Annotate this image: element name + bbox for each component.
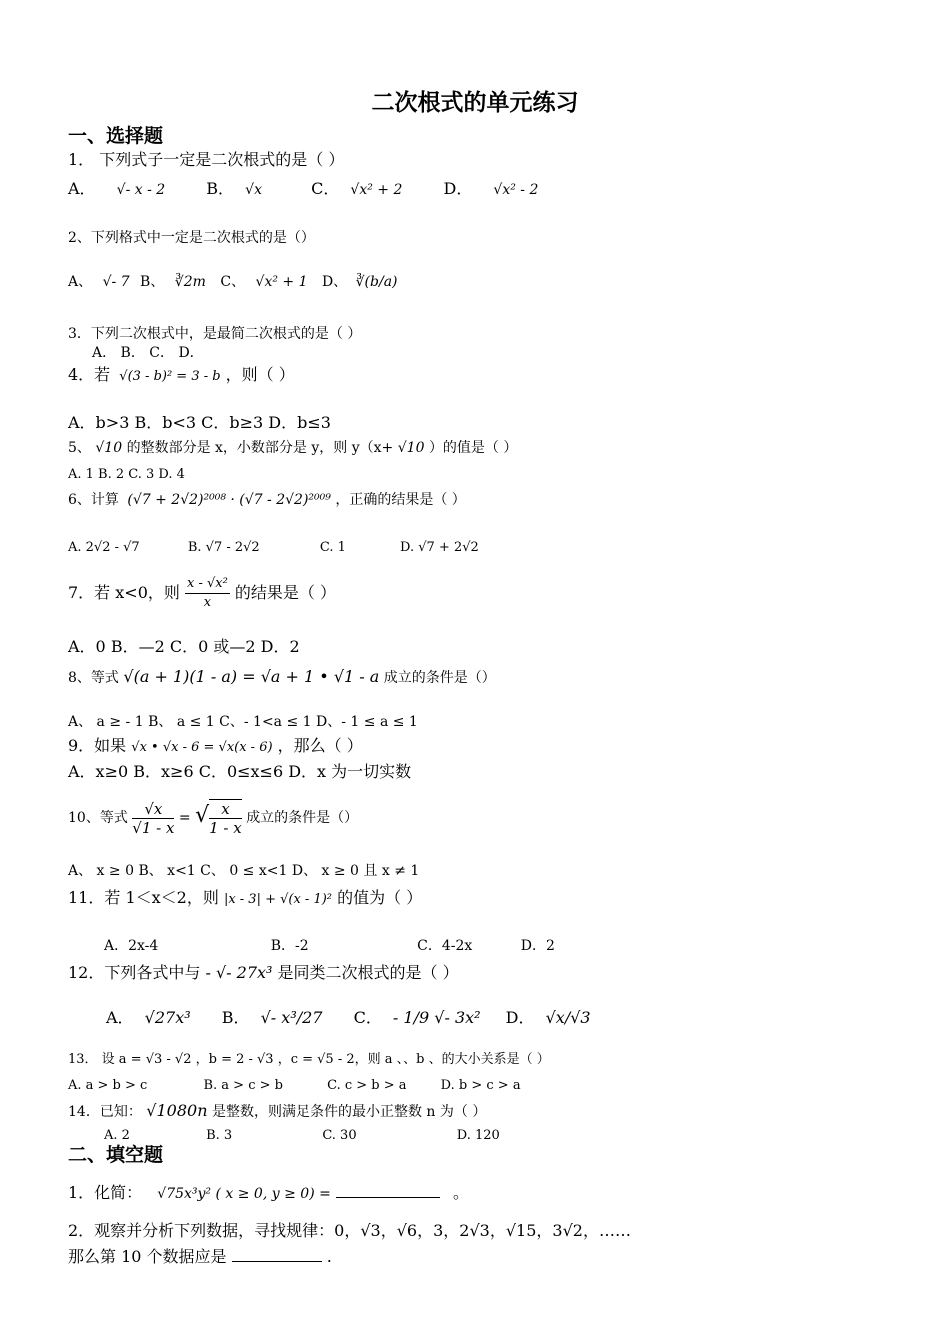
option-b-math: ∛2m [174,274,206,290]
question-11-prefix: 11．若 1＜x＜2，则 [68,888,219,907]
option-c-label: C． [353,1008,382,1027]
option-a-label: A． [68,179,96,198]
option-d: D. 120 [456,1128,500,1143]
fill-1-stem [68,1183,469,1204]
question-12-stem [68,963,459,983]
radical-sign: √ [195,803,210,828]
question-1-options [68,179,538,200]
option-a-math: √- x - 2 [116,182,166,198]
question-5-suffix: ）的值是（ ） [428,440,518,456]
question-12-suffix: 是同类二次根式的是（ ） [277,963,459,982]
option-b-label: B、 [140,274,165,290]
question-7-prefix: 7．若 x<0，则 [68,583,180,602]
question-2-options [68,272,398,292]
option-d-label: D． [443,179,473,198]
section-heading-fill: 二、填空题 [68,1144,164,1166]
question-1-stem: 1． 下列式子一定是二次根式的是（ ） [68,150,345,169]
question-6-options [68,538,479,558]
option-a: A．2x-4 [104,938,159,954]
page-title: 二次根式的单元练习 [371,90,579,116]
question-10-options: A、 x ≥ 0 B、 x<1 C、 0 ≤ x<1 D、 x ≥ 0 且 x ≠ 1 [68,863,420,879]
option-b: B. a > c > b [203,1078,283,1093]
option-c: C. c > b > a [327,1078,407,1093]
fill-1-suffix: 。 [453,1183,470,1202]
section-heading-choice: 一、选择题 [68,125,164,147]
answer-blank[interactable] [336,1197,440,1198]
option-c-math: √x² + 2 [350,182,403,198]
fill-2-suffix: . [326,1247,332,1266]
question-12-expression: - √- 27x³ [205,963,273,982]
option-a-label: A． [106,1008,134,1027]
option-d-math: √x/√3 [545,1008,591,1027]
option-b-math: √x [245,182,262,198]
question-4-prefix: 4．若 [68,365,111,384]
question-11-stem [68,888,422,910]
question-3-options: A． B． C． D． [92,345,204,361]
option-a-math: √- 7 [102,274,130,290]
option-c-math: √x² + 1 [255,274,308,290]
question-5-prefix: 5、 [68,440,91,456]
question-4-suffix: ，则（ ） [225,365,295,384]
option-c-label: C、 [220,274,246,290]
option-a: A. 2 [104,1128,130,1143]
option-d: D．2 [520,938,555,954]
question-2-stem: 2、下列格式中一定是二次根式的是（） [68,230,315,246]
option-b: B. √7 - 2√2 [187,540,260,555]
question-14-stem [68,1101,486,1122]
question-6-stem [68,490,466,510]
question-14-options [104,1126,500,1146]
question-9-prefix: 9．如果 [68,736,127,755]
question-12-options [106,1008,591,1028]
question-6-expression: (√7 + 2√2)²⁰⁰⁸ · (√7 - 2√2)²⁰⁰⁹ [127,492,331,508]
question-11-options [104,936,555,956]
question-8-options: A、 a ≥ - 1 B、 a ≤ 1 C、- 1<a ≤ 1 D、- 1 ≤ a ≤ 1 [68,714,418,730]
fraction-numerator: x [209,800,242,819]
question-10-fraction-left [132,800,174,837]
option-b-math: √- x³/27 [260,1008,323,1027]
question-10-prefix: 10、等式 [68,810,128,826]
fill-1-expression: √75x³y² ( x ≥ 0, y ≥ 0) = [157,1186,331,1202]
option-d-label: D． [505,1008,535,1027]
option-a: A. a > b > c [68,1078,148,1093]
option-d-label: D、 [321,274,348,290]
fill-2-continuation [68,1247,332,1267]
question-5-stem [68,438,517,458]
question-7-stem [68,574,336,612]
option-b-label: B． [221,1008,250,1027]
question-3-stem: 3．下列二次根式中，是最简二次根式的是（ ） [68,326,362,342]
question-14-expression: √1080n [146,1101,208,1120]
option-b: B. 3 [206,1128,233,1143]
question-11-suffix: 的值为（ ） [337,888,423,907]
option-d: D. √7 + 2√2 [400,540,479,555]
question-14-suffix: 是整数，则满足条件的最小正整数 n 为（ ） [211,1104,487,1120]
question-13-options [68,1076,521,1096]
option-c-label: C． [311,179,340,198]
question-5-root-2: √10 [397,440,425,456]
fraction-denominator: √1 - x [132,818,175,837]
fill-2-prefix: 那么第 10 个数据应是 [68,1247,227,1266]
question-11-expression: |x - 3| + √(x - 1)² [223,892,333,907]
question-7-suffix: 的结果是（ ） [234,583,336,602]
question-8-prefix: 8、等式 [68,670,119,686]
option-d: D. b > c > a [440,1078,521,1093]
fraction-numerator: x - √x² [185,575,230,594]
option-c: C．4-2x [417,938,473,954]
option-b: B．-2 [270,938,309,954]
fraction-numerator: √x [132,800,174,819]
question-12-prefix: 12．下列各式中与 [68,963,201,982]
option-b-label: B． [206,179,235,198]
question-7-options: A．0 B．—2 C．0 或—2 D．2 [68,637,300,656]
question-10-fraction-right [209,799,242,837]
question-4-expression: √(3 - b)² = 3 - b [119,369,221,384]
question-10-stem [68,794,358,840]
question-8-suffix: 成立的条件是（） [383,670,496,686]
question-13-stem: 13． 设 a = √3 - √2 ，b = 2 - √3 ，c = √5 - 2，则 a 、、b 、的大小关系是（ ） [68,1052,550,1067]
option-a-label: A、 [68,274,93,290]
question-7-fraction [185,575,230,612]
question-9-stem [68,736,363,758]
answer-blank[interactable] [232,1261,322,1262]
question-5-options: A. 1 B. 2 C. 3 D. 4 [68,467,185,482]
question-8-stem [68,667,496,688]
equals-sign: = [178,810,191,826]
question-5-middle: 的整数部分是 x，小数部分是 y，则 y（x+ [126,440,394,456]
question-14-prefix: 14．已知： [68,1104,142,1120]
option-a: A. 2√2 - √7 [68,540,140,555]
question-10-suffix: 成立的条件是（） [246,810,359,826]
question-6-suffix: ，正确的结果是（ ） [335,492,466,508]
option-c: C. 30 [322,1128,357,1143]
fill-2-stem: 2．观察并分析下列数据，寻找规律：0，√3，√6，3，2√3，√15，3√2，…… [68,1221,631,1240]
question-5-root-1: √10 [95,440,123,456]
question-4-stem [68,365,295,387]
fraction-denominator: 1 - x [209,819,242,837]
option-d-math: √x² - 2 [493,182,539,198]
fill-1-prefix: 1．化简： [68,1183,143,1202]
fraction-denominator: x [203,595,212,610]
option-d-math: ∛(b/a) [355,274,398,290]
option-c-math: - 1/9 √- 3x² [392,1008,481,1027]
question-9-suffix: ，那么（ ） [277,736,363,755]
question-9-expression: √x • √x - 6 = √x(x - 6) [131,740,273,755]
option-a-math: √27x³ [144,1008,191,1027]
question-8-expression: √(a + 1)(1 - a) = √a + 1 • √1 - a [123,667,380,686]
question-4-options: A．b>3 B．b<3 C．b≥3 D．b≤3 [68,413,331,432]
question-9-options: A．x≥0 B．x≥6 C．0≤x≤6 D．x 为一切实数 [68,762,412,781]
option-c: C. 1 [319,540,346,555]
question-6-prefix: 6、计算 [68,492,119,508]
